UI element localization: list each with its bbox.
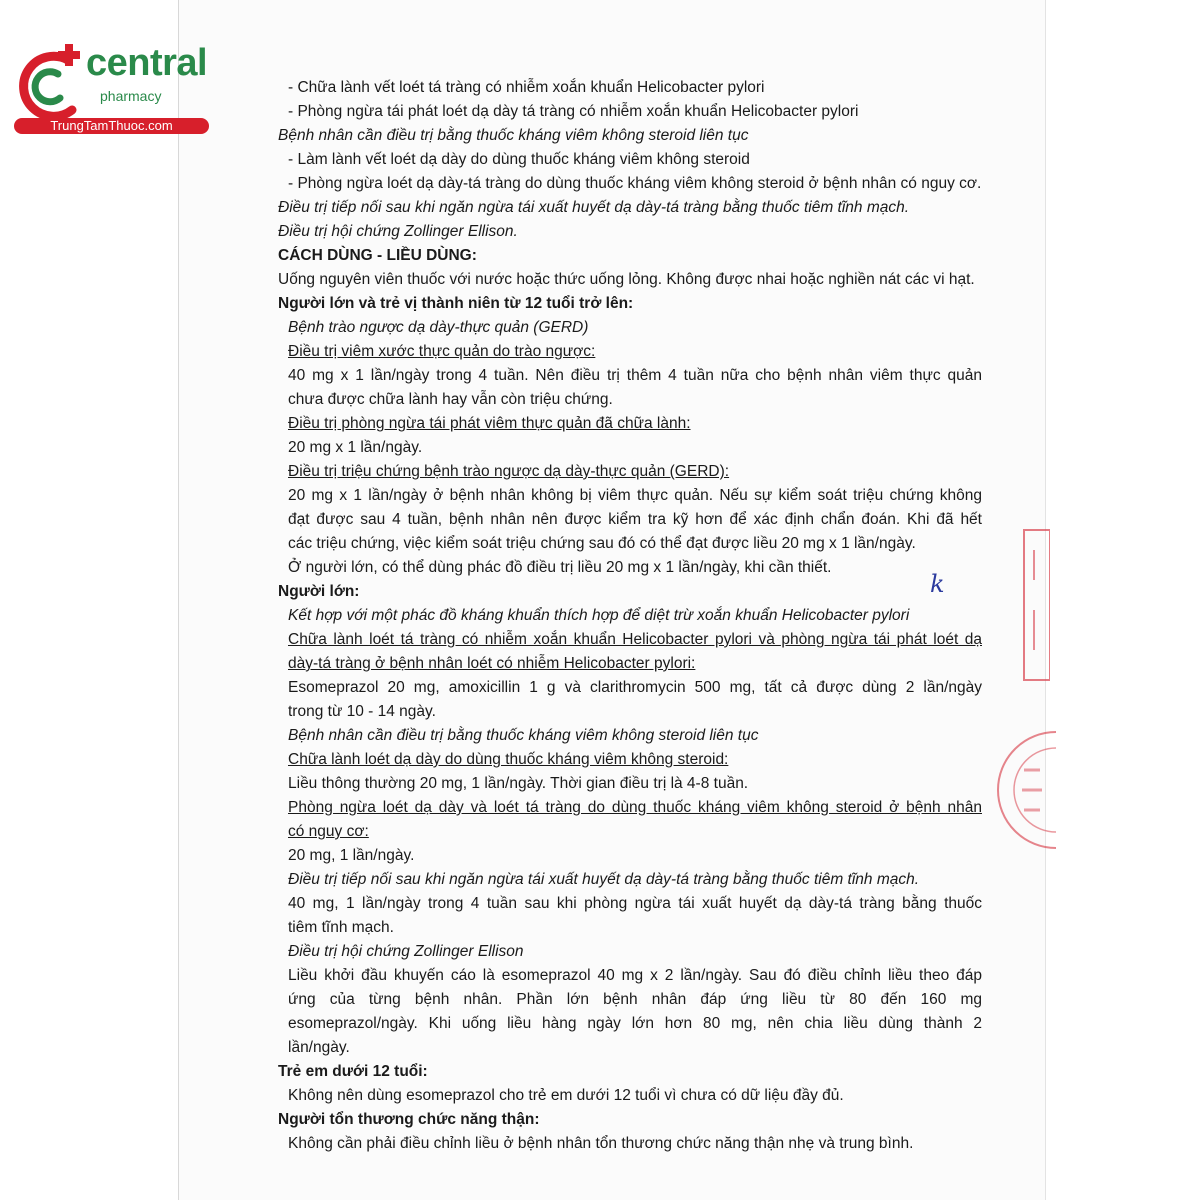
text-line: - Làm lành vết loét dạ dày do dùng thuốc kháng viêm không steroid xyxy=(288,151,750,168)
subheading-underlined: dày-tá tràng ở bệnh nhân loét có nhiễm Helicobacter pylori: xyxy=(288,655,696,672)
text-line: Điều trị hội chứng Zollinger Ellison. xyxy=(278,223,518,240)
text-line: 20 mg, 1 lần/ngày. xyxy=(288,847,415,864)
section-heading: CÁCH DÙNG - LIỀU DÙNG: xyxy=(278,247,477,264)
red-stamp-icon xyxy=(1020,520,1050,690)
text-line: 40 mg, 1 lần/ngày trong 4 tuần sau khi phòng ngừa tái xuất huyết dạ dày-tá tràng bằng thuốc xyxy=(288,895,982,912)
text-line: chưa được chữa lành hay vẫn còn triệu chứng. xyxy=(288,391,613,408)
text-line: Bệnh trào ngược dạ dày-thực quản (GERD) xyxy=(288,319,589,336)
text-line: Bệnh nhân cần điều trị bằng thuốc kháng viêm không steroid liên tục xyxy=(288,727,759,744)
text-line: 40 mg x 1 lần/ngày trong 4 tuần. Nên điều trị thêm 4 tuần nữa cho bệnh nhân viêm thực quản xyxy=(288,367,982,384)
section-heading: Người lớn: xyxy=(278,583,360,600)
text-line: Không cần phải điều chỉnh liều ở bệnh nhân tổn thương chức năng thận nhẹ và trung bình. xyxy=(288,1135,914,1152)
text-line: Ở người lớn, có thể dùng phác đồ điều trị liều 20 mg x 1 lần/ngày, khi cần thiết. xyxy=(288,559,832,576)
handwritten-mark: k xyxy=(930,570,945,598)
logo-brand-name: central xyxy=(86,42,208,84)
text-line: trong từ 10 - 14 ngày. xyxy=(288,703,436,720)
logo-url-bar[interactable]: TrungTamThuoc.com xyxy=(14,118,209,134)
text-line: các triệu chứng, việc kiểm soát triệu chứng sau đó có thể đạt được liều 20 mg x 1 lần/ngày. xyxy=(288,535,916,552)
text-line: ứng của từng bệnh nhân. Phần lớn bệnh nhân đáp ứng liều từ 80 đến 160 mg xyxy=(288,991,982,1008)
text-line: 20 mg x 1 lần/ngày. xyxy=(288,439,423,456)
subheading-underlined: Phòng ngừa loét dạ dày và loét tá tràng do dùng thuốc kháng viêm không steroid ở bệnh nhân xyxy=(288,799,982,816)
text-line: Uống nguyên viên thuốc với nước hoặc thức uống lỏng. Không được nhai hoặc nghiền nát các vi hạt. xyxy=(278,271,975,288)
text-line: Điều trị hội chứng Zollinger Ellison xyxy=(288,943,524,960)
text-line: Điều trị tiếp nối sau khi ngăn ngừa tái xuất huyết dạ dày-tá tràng bằng thuốc tiêm tĩnh mạch. xyxy=(288,871,920,888)
text-line: - Chữa lành vết loét tá tràng có nhiễm xoắn khuẩn Helicobacter pylori xyxy=(288,79,765,96)
text-line: Liều khởi đầu khuyến cáo là esomeprazol 40 mg x 2 lần/ngày. Sau đó điều chỉnh liều theo đáp xyxy=(288,967,982,984)
round-seal-icon xyxy=(996,710,1056,870)
subheading-underlined: Chữa lành loét dạ dày do dùng thuốc kháng viêm không steroid: xyxy=(288,751,729,768)
text-line: lần/ngày. xyxy=(288,1039,350,1056)
text-line: Bệnh nhân cần điều trị bằng thuốc kháng viêm không steroid liên tục xyxy=(278,127,749,144)
subheading-underlined: Điều trị triệu chứng bệnh trào ngược dạ dày-thực quản (GERD): xyxy=(288,463,730,480)
subheading-underlined: Điều trị phòng ngừa tái phát viêm thực quản đã chữa lành: xyxy=(288,415,691,432)
section-heading: Trẻ em dưới 12 tuổi: xyxy=(278,1063,428,1080)
text-line: - Phòng ngừa loét dạ dày-tá tràng do dùng thuốc kháng viêm không steroid ở bệnh nhân có nguy cơ. xyxy=(288,175,982,192)
subheading-underlined: Chữa lành loét tá tràng có nhiễm xoắn khuẩn Helicobacter pylori và phòng ngừa tái phát loét dạ xyxy=(288,631,982,648)
subheading-underlined: có nguy cơ: xyxy=(288,823,369,840)
text-line: Điều trị tiếp nối sau khi ngăn ngừa tái xuất huyết dạ dày-tá tràng bằng thuốc tiêm tĩnh mạch. xyxy=(278,199,910,216)
section-heading: Người tổn thương chức năng thận: xyxy=(278,1111,540,1128)
text-line: Esomeprazol 20 mg, amoxicillin 1 g và clarithromycin 500 mg, tất cả được dùng 2 lần/ngày xyxy=(288,679,982,696)
text-line: 20 mg x 1 lần/ngày ở bệnh nhân không bị viêm thực quản. Nếu sự kiểm soát triệu chứng không xyxy=(288,487,982,504)
subheading-underlined: Điều trị viêm xước thực quản do trào ngược: xyxy=(288,343,596,360)
text-line: tiêm tĩnh mạch. xyxy=(288,919,394,936)
logo-brand-sub: pharmacy xyxy=(100,88,162,104)
text-line: Liều thông thường 20 mg, 1 lần/ngày. Thời gian điều trị là 4-8 tuần. xyxy=(288,775,749,792)
section-heading: Người lớn và trẻ vị thành niên từ 12 tuổi trở lên: xyxy=(278,295,634,312)
text-line: Kết hợp với một phác đồ kháng khuẩn thích hợp để diệt trừ xoắn khuẩn Helicobacter pylori xyxy=(288,607,910,624)
text-line: esomeprazol/ngày. Khi uống liều hàng ngày lớn hơn 80 mg, nên chia liều dùng thành 2 xyxy=(288,1015,982,1032)
text-line: Không nên dùng esomeprazol cho trẻ em dưới 12 tuổi vì chưa có dữ liệu đầy đủ. xyxy=(288,1087,844,1104)
text-line: đạt được sau 4 tuần, bệnh nhân nên được kiểm tra kỹ hơn để xác định chẩn đoán. Khi đã hết xyxy=(288,511,982,528)
text-line: - Phòng ngừa tái phát loét dạ dày tá tràng có nhiễm xoắn khuẩn Helicobacter pylori xyxy=(288,103,859,120)
